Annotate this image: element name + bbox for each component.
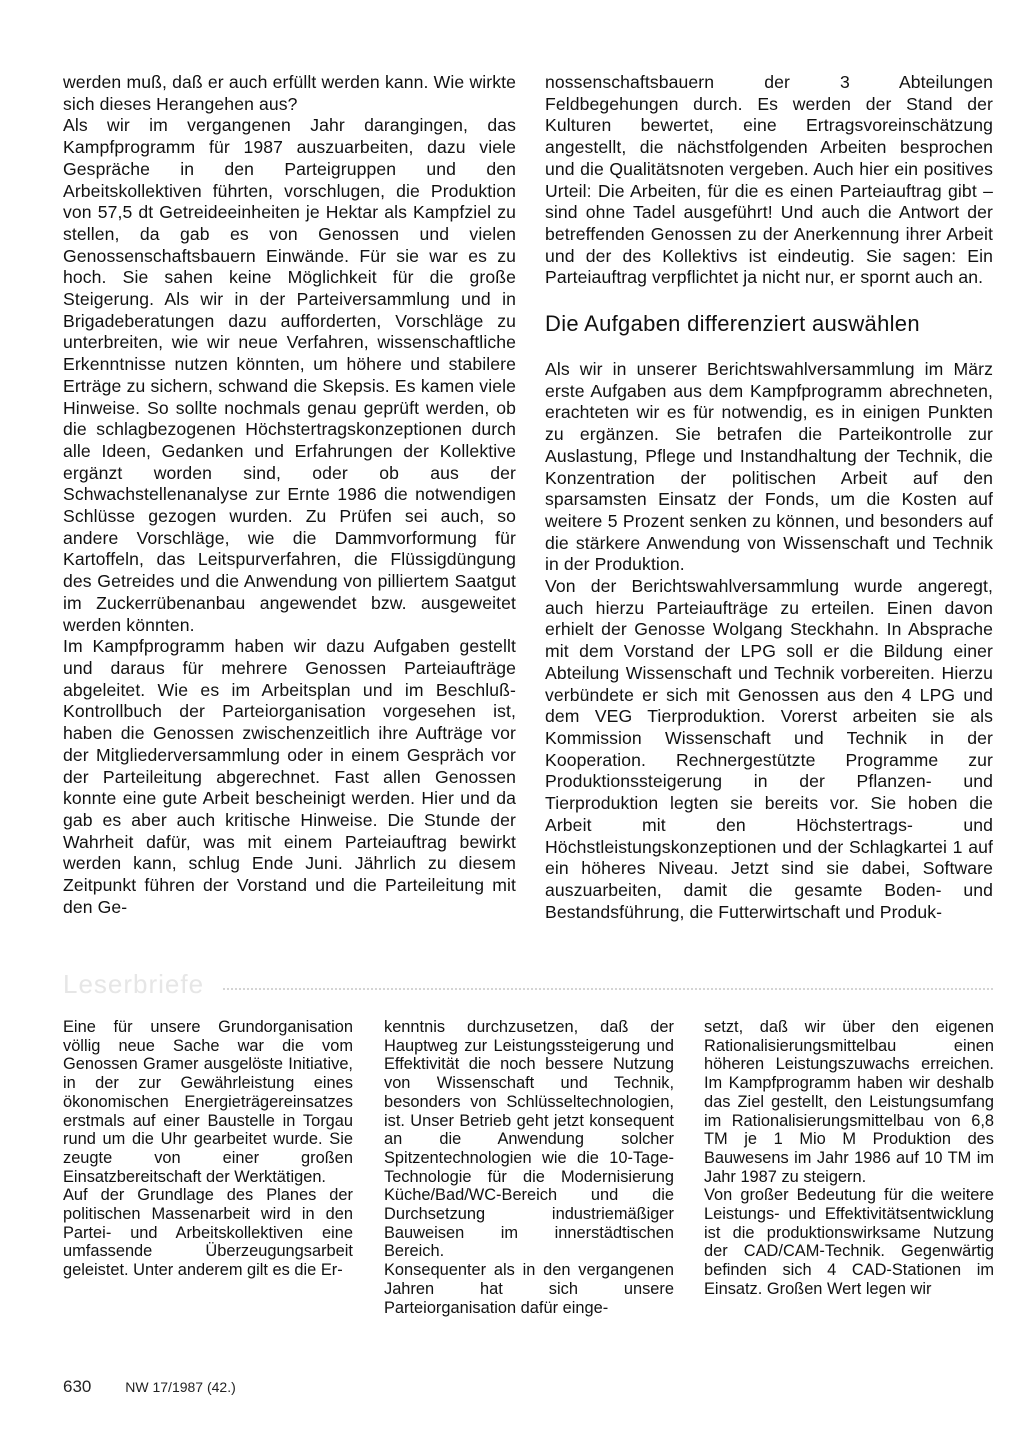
upper-left-column [63,72,516,918]
letter-paragraph: Auf der Grundlage des Planes der politischen Massenarbeit wird in den Partei- und Arbeitskollektiven eine umfassende Überzeugungsarbeit geleistet. Unter anderem gilt es die Er- [63,1186,353,1280]
body-paragraph: Von der Berichtswahlversammlung wurde angeregt, auch hierzu Parteiaufträge zu erteilen. Einen davon erhielt der Genosse Wolgang Steckhahn. In Absprache mit dem Vorstand der LPG soll er die Bildung einer Abteilung Wissenschaft und Technik vorbereiten. Hierzu verbündete er sich mit Genossen aus den 4 LPG und dem VEG Tierproduktion. Vorerst arbeiten sie als Kommission Wissenschaft und Technik in der Kooperation. Rechnergestützte Programme zur Produktionssteigerung in der Pflanzen- und Tierproduktion legten sie bereits vor. Sie hoben die Arbeit mit den Höchstertrags- und Höchstleistungskonzeptionen und der Schlagkartei 1 auf ein höheres Niveau. Jetzt sind sie dabei, Software auszuarbeiten, damit die gesamte Boden- und Bestandsführung, die Futterwirtschaft und Produk- [545,576,993,922]
letter-paragraph: Eine für unsere Grundorganisation völlig neue Sache war die vom Genossen Gramer ausgelöste Initiative, in der zur Gewährleistung eines ökonomischen Energieträgereinsatzes erstmals auf einer Baustelle in Torgau rund um die Uhr gearbeitet wurde. Sie zeugte von einer großen Einsatzbereitschaft der Werktätigen. [63,1018,353,1186]
body-paragraph: Als wir im vergangenen Jahr darangingen, das Kampfprogramm für 1987 auszuarbeiten, dazu viele Gespräche in den Parteigruppen und den Arbeitskollektiven führten, vorschlugen, die Produktion von 57,5 dt Getreideeinheiten je Hektar als Kampfziel zu stellen, da gab es von Genossen und vielen Genossenschaftsbauern Einwände. Für sie war es zu hoch. Sie sahen keine Möglichkeit für die große Steigerung. Als wir in der Parteiversammlung und in Brigadeberatungen dazu aufforderten, Vorschläge zu unterbreiten, wie wir neue Verfahren, wissenschaftliche Erkenntnisse nutzen könnten, um höhere und stabilere Erträge zu sichern, schwand die Skepsis. Es kamen viele Hinweise. So sollte nochmals genau geprüft werden, ob die schlagbezogenen Höchstertragskonzeptionen durch alle Ideen, Gedanken und Erfahrungen der Kollektive ergänzt worden sind, oder ob aus der Schwachstellenanalyse zur Ernte 1986 die notwendigen Schlüsse gezogen wurden. Zu Prüfen sei auch, so andere Vorschläge, wie die Dammvorformung für Kartoffeln, das Leitspurverfahren, die Flüssigdüngung des Getreides und die Anwendung von pilliertem Saatgut im Zuckerrübenanbau angewendet bzw. ausgeweitet werden könnten. [63,115,516,635]
page-number: 630 [63,1377,92,1396]
upper-right-column [545,72,993,923]
letters-section-banner [63,966,993,1006]
letter-paragraph: kenntnis durchzusetzen, daß der Hauptweg zur Leistungssteigerung und Effektivität die noch bessere Nutzung von Wissenschaft und Technik, besonders von Schlüsseltechnologien, ist. Unser Betrieb geht jetzt konsequent an die Anwendung solcher Spitzentechnologien wie die 10-Tage-Technologie für die Modernisierung Küche/Bad/WC-Bereich und die Durchsetzung industriemäßiger Bauweisen im innerstädtischen Bereich. [384,1018,674,1261]
body-paragraph: werden muß, daß er auch erfüllt werden kann. Wie wirkte sich dieses Herangehen aus? [63,72,516,114]
body-paragraph: Als wir in unserer Berichtswahlversammlung im März erste Aufgaben aus dem Kampfprogramm abrechneten, erachteten wir es für notwendig, es in einigen Punkten zu ergänzen. Sie betrafen die Parteikontrolle zur Auslastung, Pflege und Instandhaltung der Technik, die Konzentration der politischen Arbeit auf den sparsamsten Einsatz der Fonds, um die Kosten auf weitere 5 Prozent senken zu können, und besonders auf die stärkere Anwendung von Wissenschaft und Technik in der Produktion. [545,359,993,575]
lower-column-3 [704,1018,994,1299]
banner-label: Leserbriefe [63,969,205,999]
lower-column-2 [384,1018,674,1317]
body-paragraph: nossenschaftsbauern der 3 Abteilungen Feldbegehungen durch. Es werden der Stand der Kulturen bewertet, eine Ertragsvoreinschätzung angestellt, die nächstfolgenden Arbeiten besprochen und die Qualitätsnoten vergeben. Auch hier ein positives Urteil: Die Arbeiten, für die es einen Parteiauftrag gibt – sind ohne Tadel ausgeführt! Und auch die Antwort der betreffenden Genossen zu der Anerkennung ihrer Arbeit und der des Kollektivs ist eindeutig. Sie sagen: Ein Parteiauftrag verpflichtet ja nicht nur, er spornt auch an. [545,72,993,288]
section-heading: Die Aufgaben differenziert auswählen [545,311,920,337]
banner-dotted-rule [223,988,993,990]
body-paragraph: Im Kampfprogramm haben wir dazu Aufgaben gestellt und daraus für mehrere Genossen Parteiaufträge abgeleitet. Wie es im Arbeitsplan und im Beschluß-Kontrollbuch der Parteiorganisation vorgesehen ist, haben die Genossen zwischenzeitlich ihre Aufträge vor der Mitgliederversammlung oder in einem Gespräch vor der Parteileitung abgerechnet. Fast allen Genossen konnte eine gute Arbeit bescheinigt werden. Hier und da gab es aber auch kritische Hinweise. Die Stunde der Wahrheit dafür, was mit einem Parteiauftrag bewirkt werden kann, schlug Ende Juni. Jährlich zu diesem Zeitpunkt führen der Vorstand und die Parteileitung mit den Ge- [63,636,516,917]
lower-column-1 [63,1018,353,1280]
page-footer [63,1378,236,1396]
letter-paragraph: setzt, daß wir über den eigenen Rationalisierungsmittelbau einen höheren Leistungszuwachs erreichen. Im Kampfprogramm haben wir deshalb das Ziel gestellt, den Leistungsumfang im Rationalisierungsmittelbau von 6,8 TM je 1 Mio M Produktion des Bauwesens im Jahr 1986 auf 10 TM im Jahr 1987 zu steigern. [704,1018,994,1186]
letter-paragraph: Konsequenter als in den vergangenen Jahren hat sich unsere Parteiorganisation dafür einge- [384,1261,674,1317]
issue-reference: NW 17/1987 (42.) [125,1379,236,1395]
letter-paragraph: Von großer Bedeutung für die weitere Leistungs- und Effektivitätsentwicklung ist die produktionswirksame Nutzung der CAD/CAM-Technik. Gegenwärtig befinden sich 4 CAD-Stationen im Einsatz. Großen Wert legen wir [704,1186,994,1298]
